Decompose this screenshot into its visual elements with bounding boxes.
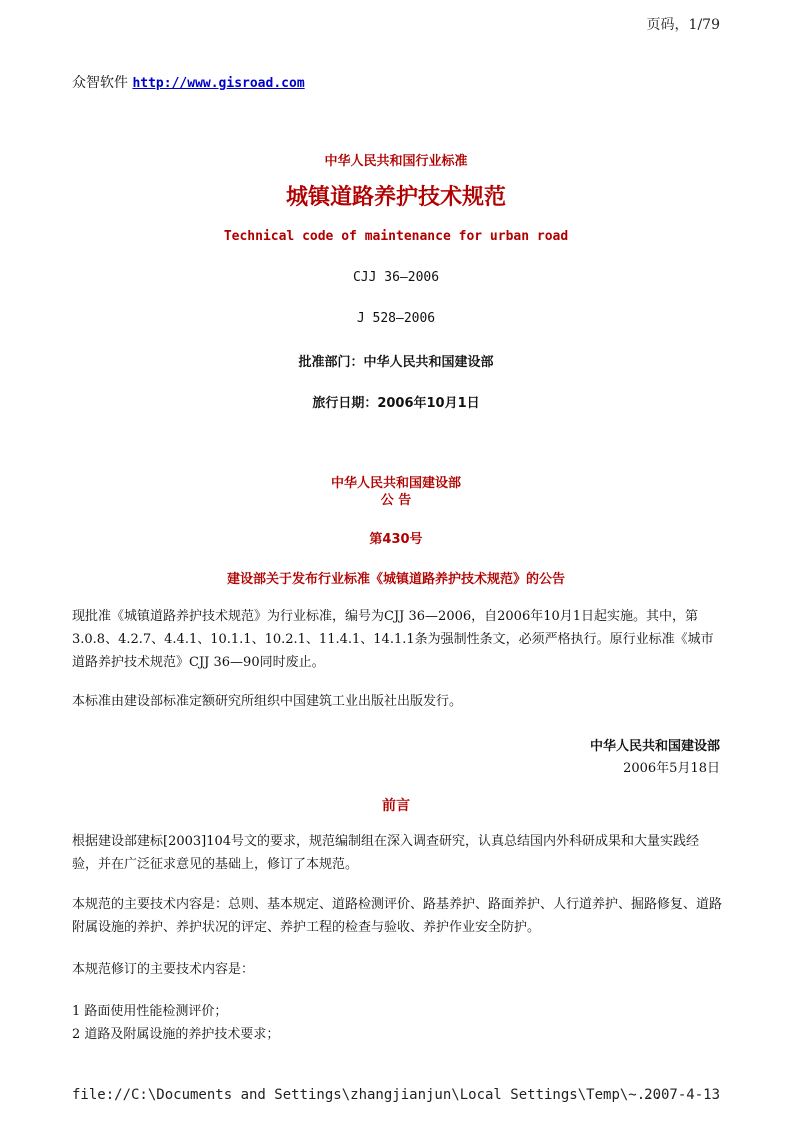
english-title: Technical code of maintenance for urban road <box>223 229 569 244</box>
page-number: 页码，1/79 <box>646 17 720 33</box>
standard-code: CJJ 36—2006 <box>352 270 440 285</box>
signature-organization: 中华人民共和国建设部 <box>589 739 720 754</box>
announcement-paragraph: 现批准《城镇道路养护技术规范》为行业标准，编号为CJJ 36—2006，自2006年10月1日起实施。其中，第3.0.8、4.2.7、4.4.1、10.1.1、10.2.1、11.4.1、14.1.1条为强制性条文，必须严格执行。原行业标准《城市道路养护技术规范》CJJ 36—90同时废止。 <box>72 609 714 670</box>
footer-date: 2007-4-13 <box>644 1087 720 1103</box>
list-item: 1 路面使用性能检测评价； <box>72 1004 228 1019</box>
preface-paragraph: 本规范的主要技术内容是：总则、基本规定、道路检测评价、路基养护、路面养护、人行道养护、掘路修复、道路附属设施的养护、养护状况的评定、养护工程的检查与验收、养护作业安全防护。 <box>72 897 723 935</box>
site-header <box>72 72 305 92</box>
effective-date: 旅行日期：2006年10月1日 <box>312 396 480 411</box>
signature-date: 2006年5月18日 <box>623 761 720 776</box>
document-title: 城镇道路养护技术规范 <box>285 185 506 210</box>
announcement-title: 公 告 <box>380 493 412 508</box>
preface-paragraph: 根据建设部建标[2003]104号文的要求，规范编制组在深入调查研究，认真总结国内外科研成果和大量实践经验，并在广泛征求意见的基础上，修订了本规范。 <box>72 834 700 872</box>
site-link[interactable]: http://www.gisroad.com <box>132 76 305 91</box>
preface-heading: 前言 <box>382 798 410 814</box>
standard-type: 中华人民共和国行业标准 <box>324 154 468 169</box>
footer-file-path: file://C:\Documents and Settings\zhangjianjun\Local Settings\Temp\~... <box>72 1087 663 1103</box>
announcement-number: 第430号 <box>369 532 423 547</box>
announcement-subject: 建设部关于发布行业标准《城镇道路养护技术规范》的公告 <box>226 572 565 587</box>
record-code: J 528—2006 <box>356 311 436 326</box>
approval-department: 批准部门：中华人民共和国建设部 <box>298 355 494 370</box>
list-item: 2 道路及附属设施的养护技术要求； <box>72 1027 280 1042</box>
preface-paragraph: 本规范修订的主要技术内容是： <box>72 962 255 977</box>
site-name: 众智软件 <box>72 75 128 91</box>
announcement-issuer: 中华人民共和国建设部 <box>330 476 461 491</box>
announcement-paragraph: 本标准由建设部标准定额研究所组织中国建筑工业出版社出版发行。 <box>72 694 463 709</box>
